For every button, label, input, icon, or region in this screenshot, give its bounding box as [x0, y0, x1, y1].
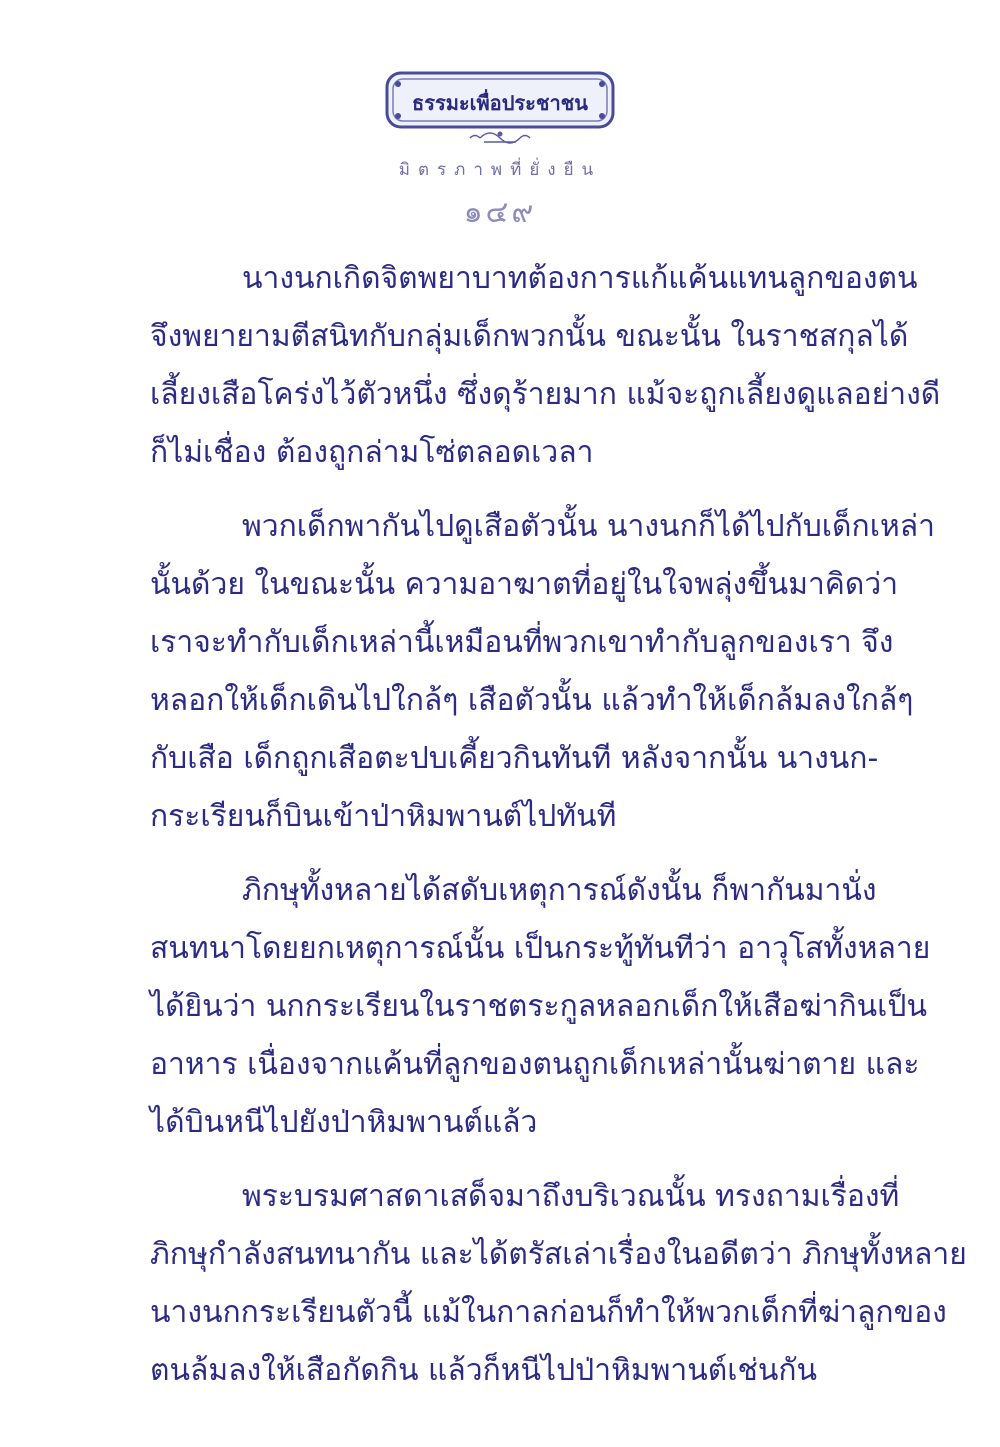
paragraph — [150, 498, 935, 846]
paragraph — [150, 862, 931, 1152]
text-line: พวกเด็กพากันไปดูเสือตัวนั้น นางนกก็ได้ไปกับเด็กเหล่า — [242, 509, 935, 544]
paragraph — [150, 250, 941, 482]
text-line: สนทนาโดยยกเหตุการณ์นั้น เป็นกระทู้ทันทีว่า อาวุโสทั้งหลาย — [150, 931, 931, 966]
series-logo — [384, 70, 616, 148]
text-line: ภิกษุกำลังสนทนากัน และได้ตรัสเล่าเรื่องในอดีตว่า ภิกษุทั้งหลาย — [150, 1237, 967, 1272]
text-line: นางนกเกิดจิตพยาบาทต้องการแก้แค้นแทนลูกของตน — [242, 261, 918, 296]
page-subtitle: มิตรภาพที่ยั่งยืน — [398, 160, 602, 180]
text-line: กระเรียนก็บินเข้าป่าหิมพานต์ไปทันที — [150, 799, 617, 834]
text-line: อาหาร เนื่องจากแค้นที่ลูกของตนถูกเด็กเหล่านั้นฆ่าตาย และ — [150, 1047, 920, 1082]
article-body — [150, 250, 967, 1416]
text-line: ก็ไม่เชื่อง ต้องถูกล่ามโซ่ตลอดเวลา — [150, 435, 594, 470]
page-header — [0, 70, 1000, 236]
text-line: ตนล้มลงให้เสือกัดกิน แล้วก็หนีไปป่าหิมพานต์เช่นกัน — [150, 1353, 818, 1388]
paragraph — [150, 1168, 967, 1400]
text-line: กับเสือ เด็กถูกเสือตะปบเคี้ยวกินทันที หลังจากนั้น นางนก- — [150, 741, 879, 776]
text-line: พระบรมศาสดาเสด็จมาถึงบริเวณนั้น ทรงถามเรื่องที่ — [242, 1179, 900, 1214]
page-number: ๑๔๙ — [463, 195, 537, 230]
text-line: ได้ยินว่า นกกระเรียนในราชตระกูลหลอกเด็กให้เสือฆ่ากินเป็น — [150, 989, 927, 1024]
text-line: ภิกษุทั้งหลายได้สดับเหตุการณ์ดังนั้น ก็พากันมานั่ง — [242, 873, 877, 908]
text-line: นางนกกระเรียนตัวนี้ แม้ในกาลก่อนก็ทำให้พวกเด็กที่ฆ่าลูกของ — [150, 1295, 947, 1330]
text-line: เลี้ยงเสือโคร่งไว้ตัวหนึ่ง ซึ่งดุร้ายมาก แม้จะถูกเลี้ยงดูแลอย่างดี — [150, 377, 941, 412]
logo-title: ธรรมะเพื่อประชาชน — [412, 91, 588, 115]
text-line: จึงพยายามตีสนิทกับกลุ่มเด็กพวกนั้น ขณะนั้น ในราชสกุลได้ — [150, 319, 909, 354]
text-line: หลอกให้เด็กเดินไปใกล้ๆ เสือตัวนั้น แล้วทำให้เด็กล้มลงใกล้ๆ — [150, 683, 914, 718]
text-line: เราจะทำกับเด็กเหล่านี้เหมือนที่พวกเขาทำกับลูกของเรา จึง — [150, 625, 894, 660]
text-line: นั้นด้วย ในขณะนั้น ความอาฆาตที่อยู่ในใจพลุ่งขึ้นมาคิดว่า — [150, 567, 899, 602]
text-line: ได้บินหนีไปยังป่าหิมพานต์แล้ว — [150, 1105, 538, 1140]
